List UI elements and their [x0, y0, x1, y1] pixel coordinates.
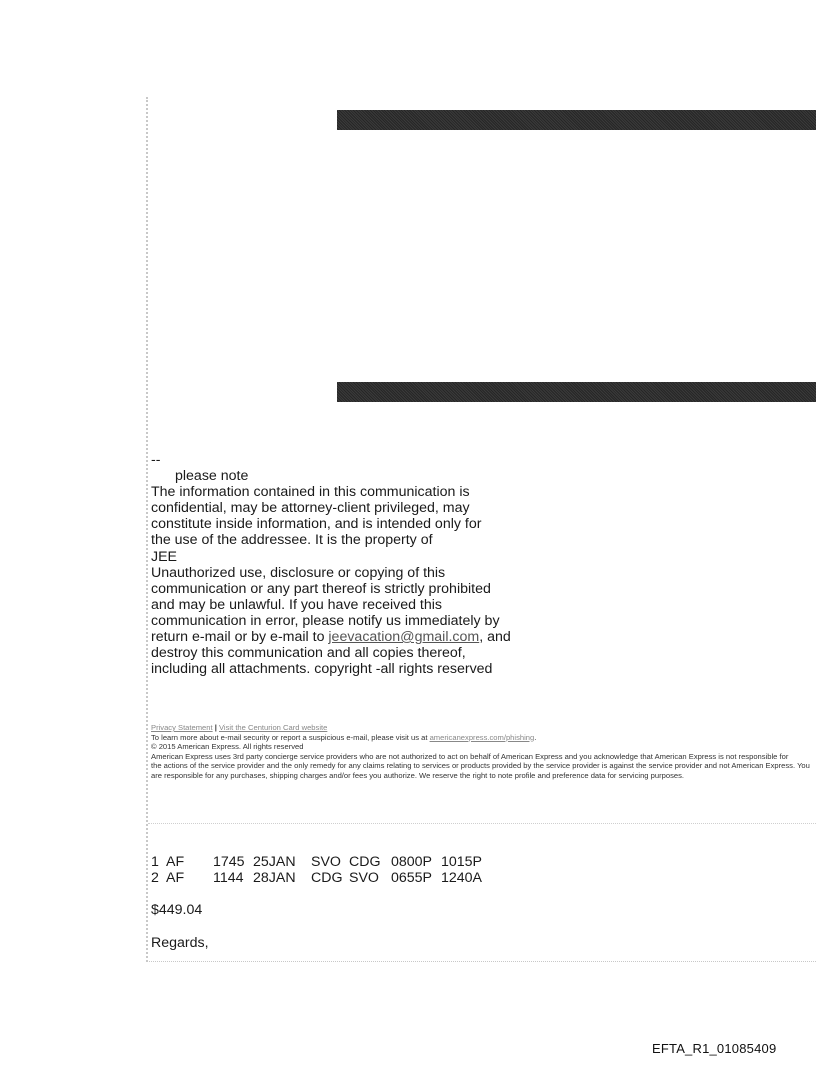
concierge-line: are responsible for any purchases, shipping charges and/or fees you authorize. We reserve the right to note profile and preference data for servicing purposes. — [151, 770, 684, 780]
disclaimer-line: communication or any part thereof is strictly prohibited — [151, 580, 491, 597]
flight-number: 1144 — [213, 870, 244, 886]
disclaimer-line: and may be unlawful. If you have received this — [151, 596, 443, 613]
redaction-bar-top — [337, 110, 816, 130]
segment: 2 AF — [151, 870, 185, 886]
segment: 1 AF — [151, 854, 185, 870]
arrival-time: 1015P — [441, 854, 483, 870]
redaction-bar-bottom — [337, 382, 816, 402]
disclaimer-line: confidential, may be attorney-client privileged, may — [151, 500, 470, 517]
itinerary-row — [151, 870, 482, 886]
footer-separator: | — [214, 723, 217, 732]
signature-dashes: -- — [151, 452, 161, 468]
concierge-line: American Express uses 3rd party concierge service providers who are not authorized to act on behalf of American Express and you acknowledge that American Express is not responsible for — [151, 751, 789, 761]
origin: CDG — [311, 870, 343, 886]
arrival-time: 1240A — [441, 870, 483, 886]
bates-stamp: EFTA_R1_01085409 — [652, 1041, 777, 1056]
destination: SVO — [349, 870, 379, 886]
disclaimer-line: communication in error, please notify us immediately by — [151, 612, 500, 629]
divider — [148, 823, 816, 824]
security-text: To learn more about e-mail security or report a suspicious e-mail, please visit us at — [151, 732, 430, 742]
flight-date: 25JAN — [253, 854, 296, 870]
departure-time: 0655P — [391, 870, 433, 886]
flight-date: 28JAN — [253, 870, 296, 886]
email-prefix: return e-mail or by e-mail to — [151, 629, 329, 646]
copyright-line: © 2015 American Express. All rights reserved — [151, 742, 304, 751]
disclaimer-line: The information contained in this communication is — [151, 484, 470, 501]
security-end: . — [534, 732, 537, 742]
signature-disclaimer — [151, 452, 551, 677]
disclaimer-email-line — [151, 629, 551, 645]
origin: SVO — [311, 854, 341, 870]
amex-footer — [151, 723, 816, 780]
disclaimer-line: including all attachments. copyright -all rights reserved — [151, 661, 493, 678]
flight-number: 1745 — [213, 854, 245, 870]
disclaimer-line: the use of the addressee. It is the property of — [151, 532, 433, 549]
disclaimer-line: constitute inside information, and is intended only for — [151, 516, 482, 533]
fare-price: $449.04 — [151, 902, 203, 918]
email-suffix: , and — [479, 629, 511, 646]
please-note: please note — [175, 468, 249, 485]
email-link[interactable]: jeevacation@gmail.com — [328, 629, 480, 646]
phishing-link[interactable]: americanexpress.com/phishing — [429, 732, 535, 742]
departure-time: 0800P — [391, 854, 433, 870]
disclaimer-line: Unauthorized use, disclosure or copying of this — [151, 564, 446, 581]
disclaimer-line: destroy this communication and all copies thereof, — [151, 645, 466, 662]
itinerary-row — [151, 854, 482, 870]
centurion-card-link[interactable]: Visit the Centurion Card website — [219, 723, 328, 732]
flight-itinerary — [151, 854, 482, 886]
privacy-statement-link[interactable]: Privacy Statement — [151, 723, 213, 732]
regards-closing: Regards, — [151, 935, 209, 951]
destination: CDG — [349, 854, 381, 870]
concierge-line: the actions of the service provider and the only remedy for any claims relating to services or products provided by the service provider is against the service provider and not American Express. You — [151, 761, 810, 770]
footer-links-row — [151, 723, 816, 733]
security-line — [151, 733, 816, 743]
disclaimer-line: JEE — [151, 548, 178, 565]
